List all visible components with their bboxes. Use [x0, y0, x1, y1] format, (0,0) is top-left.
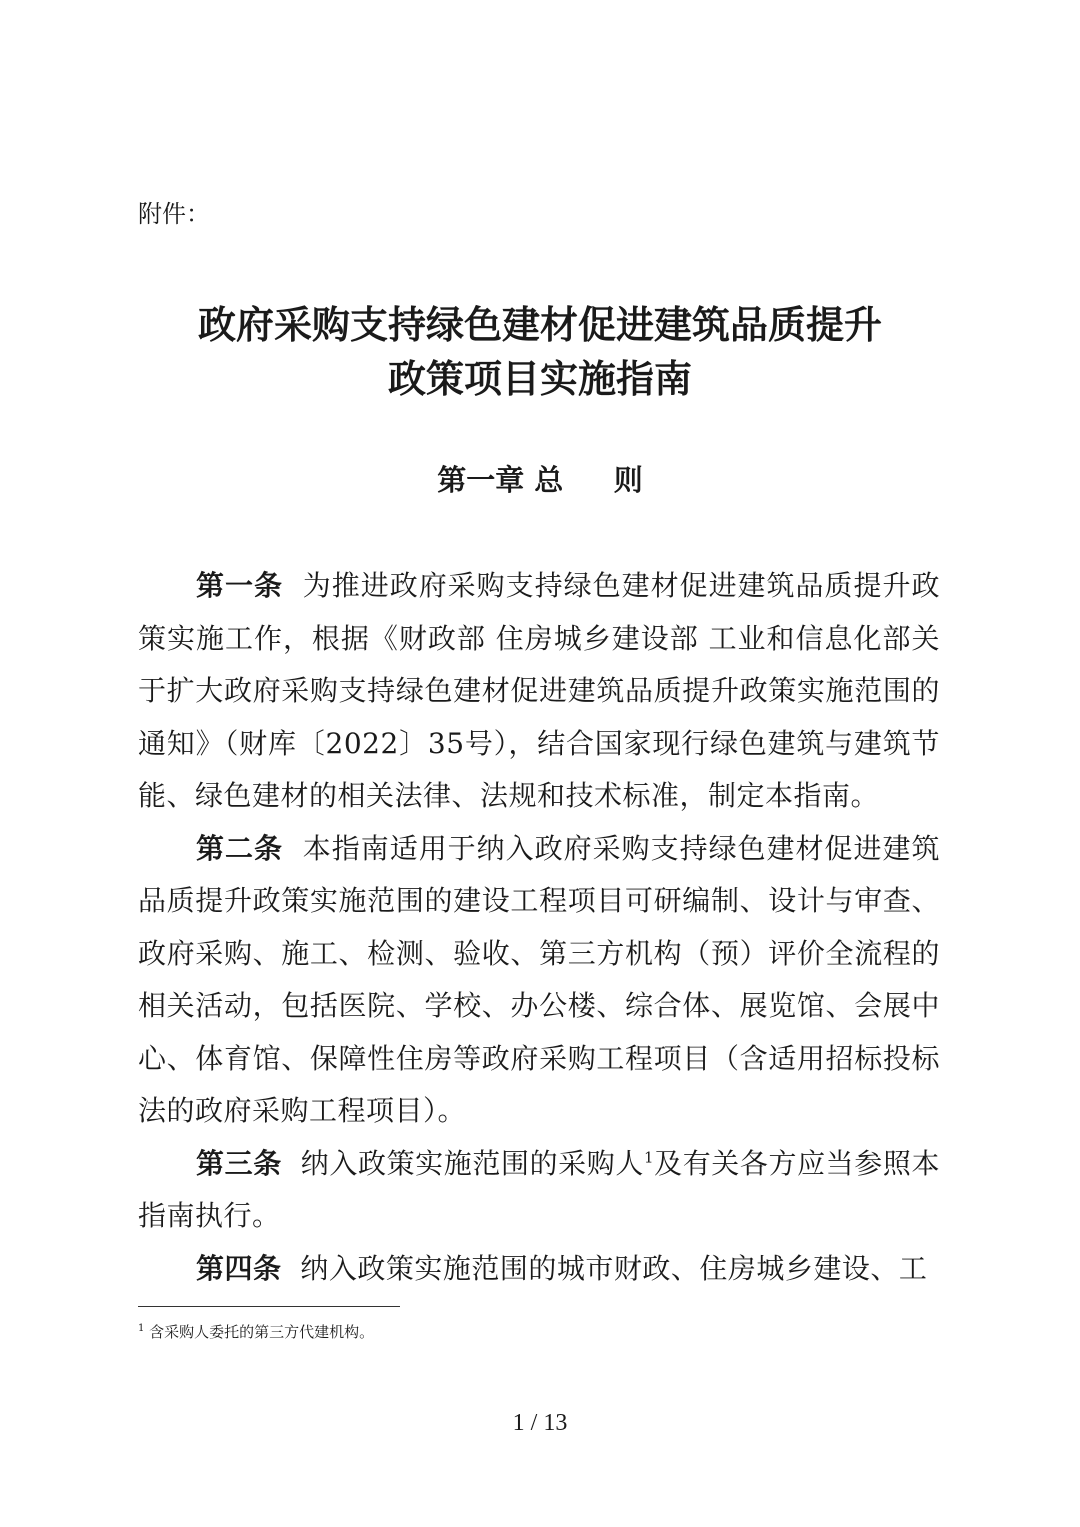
document-body — [138, 560, 940, 1295]
article-text: 纳入政策实施范围的城市财政、住房城乡建设、工 — [300, 1251, 928, 1285]
article-1 — [138, 560, 940, 823]
article-number: 第一条 — [196, 569, 283, 602]
title-line-2: 政策项目实施指南 — [387, 356, 692, 401]
document-title — [0, 298, 1080, 406]
chapter-heading: 第一章 总 则 — [437, 463, 643, 497]
article-text: 本指南适用于纳入政府采购支持绿色建材促进建筑品质提升政策实施范围的建设工程项目可研编制、设计与审查、政府采购、施工、检测、验收、第三方机构（预）评价全流程的相关活动，包括医院、学校、办公楼、综合体、展览馆、会展中心、体育馆、保障性住房等政府采购工程项目（含适用招标投标法的政府采购工程项目）。 — [138, 831, 940, 1127]
attachment-label: 附件： — [138, 200, 210, 228]
article-text: 纳入政策实施范围的采购人 — [300, 1146, 644, 1180]
article-number: 第三条 — [196, 1146, 282, 1180]
article-number: 第二条 — [196, 831, 283, 865]
title-line-1: 政府采购支持绿色建材促进建筑品质提升 — [197, 302, 882, 347]
article-2 — [138, 823, 940, 1138]
footnote-divider — [138, 1306, 400, 1307]
article-3 — [138, 1138, 940, 1243]
article-4 — [138, 1243, 940, 1296]
footnote-mark: 1 — [138, 1323, 145, 1334]
article-number: 第四条 — [196, 1251, 282, 1285]
footnote-text: 含采购人委托的第三方代建机构。 — [149, 1323, 375, 1341]
footnote — [138, 1320, 374, 1344]
article-text: 为推进政府采购支持绿色建材促进建筑品质提升政策实施工作，根据《财政部 住房城乡建设部 工业和信息化部关于扩大政府采购支持绿色建材促进建筑品质提升政策实施范围的通知》（财库〔2022〕35号），结合国家现行绿色建筑与建筑节能、绿色建材的相关法律、法规和技术标准，制定本指南。 — [138, 569, 940, 812]
article-text-continued: 及有关各方应当参照本指南执行。 — [138, 1146, 940, 1232]
footnote-reference: 1 — [643, 1148, 654, 1167]
page-number: 1 / 13 — [512, 1410, 568, 1436]
